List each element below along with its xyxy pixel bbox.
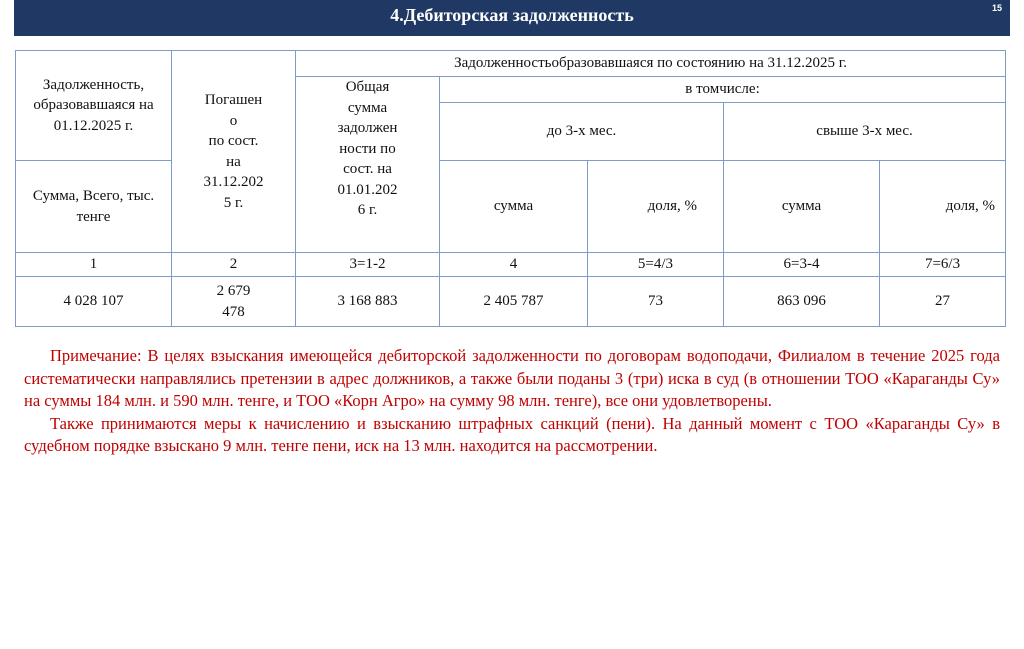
col-number: 1 <box>16 253 172 277</box>
header-row-4 <box>16 161 1006 253</box>
col-number: 7=6/3 <box>880 253 1006 277</box>
repaid-line: 5 г. <box>223 194 244 211</box>
value-total-debt: 3 168 883 <box>296 277 440 327</box>
repaid-line: Погашен <box>204 92 263 108</box>
repaid-line: на <box>226 153 241 170</box>
col-number: 6=3-4 <box>724 253 880 277</box>
total-line: 01.01.202 <box>337 181 398 198</box>
receivables-table <box>15 50 1006 327</box>
value-share-over-3: 27 <box>880 277 1006 327</box>
note-paragraph: Примечание: В целях взыскания имеющейся дебиторской задолженности по договорам водоподачи, Филиалом в течение 2025 года систематически направлялись претензии в адрес должников, а также были поданы 3 (три) иска в суд (в отношении ТОО «Караганды Су» на суммы 184 млн. и 590 млн. тенге, и ТОО «Корн Агро» на сумму 98 млн. тенге), все они удовлетворены. <box>24 346 1000 410</box>
header-total-debt <box>296 77 440 253</box>
header-sum-over-3: сумма <box>724 161 880 253</box>
value-debt-formed: 4 028 107 <box>16 277 172 327</box>
total-line: сумма <box>347 99 388 116</box>
note-text <box>24 345 1000 458</box>
note-paragraph: Также принимаются меры к начислению и взысканию штрафных санкций (пени). На данный момент с ТОО «Караганды Су» в судебном порядке взыскано 9 млн. тенге пени, иск на 13 млн. находится на рассмотрении. <box>24 413 1000 455</box>
header-row-1 <box>16 51 1006 77</box>
slide-header <box>14 0 1010 36</box>
col-number: 5=4/3 <box>588 253 724 277</box>
total-line: задолжен <box>337 120 398 136</box>
col-number: 2 <box>172 253 296 277</box>
col-number: 4 <box>440 253 588 277</box>
header-debt-formed: Задолженность, образовавшаяся на 01.12.2025 г. <box>16 51 172 161</box>
value-sum-over-3: 863 096 <box>724 277 880 327</box>
value-repaid: 2 679 478 <box>172 277 296 327</box>
data-row <box>16 277 1006 327</box>
repaid-line: 31.12.202 <box>203 174 264 190</box>
header-formed-as-of: Задолженностьобразовавшаяся по состоянию на 31.12.2025 г. <box>296 51 1006 77</box>
page-number: 15 <box>991 3 1002 13</box>
header-sum-up-to-3: сумма <box>440 161 588 253</box>
header-sum-total: Сумма, Всего, тыс. тенге <box>16 161 172 253</box>
value-share-up-to-3: 73 <box>588 277 724 327</box>
column-number-row <box>16 253 1006 277</box>
total-line: ности по <box>339 140 396 157</box>
total-line: сост. на <box>343 161 392 177</box>
header-repaid <box>172 51 296 253</box>
header-up-to-3-months: до 3-х мес. <box>440 103 724 161</box>
value-sum-up-to-3: 2 405 787 <box>440 277 588 327</box>
total-line: Общая <box>345 79 390 95</box>
col-number: 3=1-2 <box>296 253 440 277</box>
repaid-line: о <box>229 112 238 129</box>
repaid-line: по сост. <box>208 133 259 149</box>
header-over-3-months: свыше 3-х мес. <box>724 103 1006 161</box>
header-share-over-3: доля, % <box>880 161 1006 253</box>
header-including: в томчисле: <box>440 77 1006 103</box>
header-share-up-to-3: доля, % <box>588 161 724 253</box>
slide-title: 4.Дебиторская задолженность <box>390 5 634 25</box>
total-line: 6 г. <box>357 202 378 218</box>
